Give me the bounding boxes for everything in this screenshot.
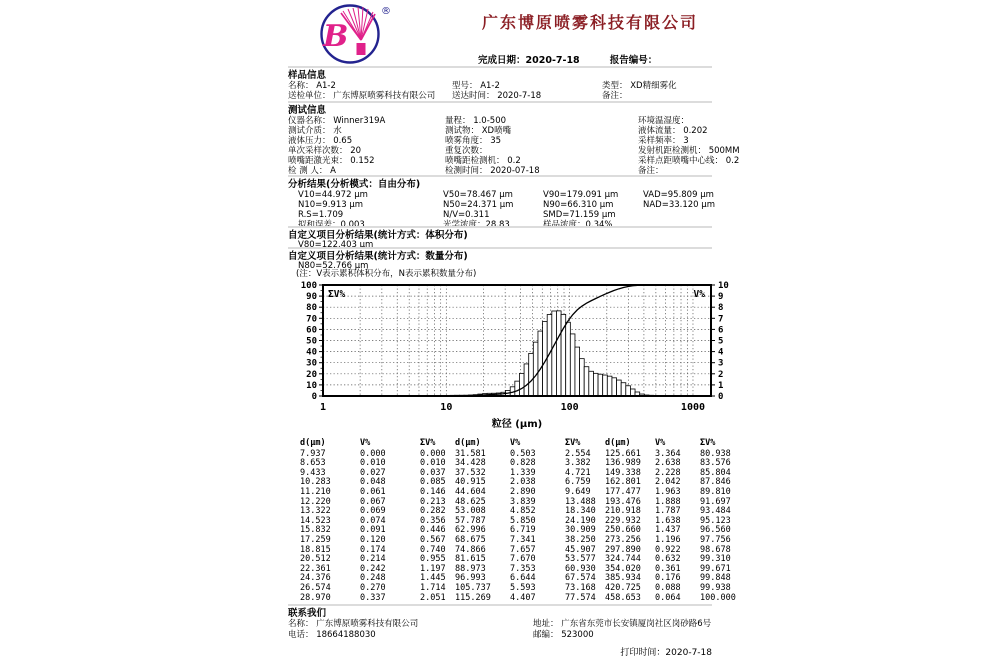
field: 发射机距检测机： 500MM <box>638 146 740 156</box>
table-cell: 136.989 <box>605 458 641 469</box>
table-cell: 53.008 <box>455 506 486 517</box>
section-title-sample: 样品信息 <box>288 70 327 81</box>
table-cell: 3.382 <box>565 458 591 469</box>
table-cell: 458.653 <box>605 592 641 603</box>
table-cell: 67.574 <box>565 573 596 584</box>
report-number <box>610 52 658 66</box>
table-cell: 1.197 <box>420 563 446 574</box>
table-cell: 105.737 <box>455 582 491 593</box>
table-cell: 1.437 <box>655 525 681 536</box>
svg-text:30: 30 <box>306 358 317 369</box>
svg-text:7: 7 <box>718 314 724 325</box>
analysis-value: 样品浓度：0.34% <box>543 220 613 230</box>
table-cell: 99.671 <box>700 563 731 574</box>
table-row <box>288 544 731 556</box>
table-cell: 4.852 <box>510 506 536 517</box>
svg-text:0: 0 <box>718 392 724 402</box>
table-cell: 3.839 <box>510 496 536 507</box>
table-cell: 125.661 <box>605 448 641 459</box>
svg-text:3: 3 <box>718 358 724 369</box>
complete-date <box>478 52 580 66</box>
field: 采样频率： 3 <box>638 136 689 146</box>
table-row <box>288 458 731 469</box>
custom-volume-value: V80=122.403 μm <box>298 240 374 250</box>
svg-text:40: 40 <box>306 347 317 358</box>
table-cell: 17.259 <box>300 534 331 545</box>
svg-text:V%: V% <box>693 289 705 300</box>
table-cell: 57.787 <box>455 515 486 526</box>
table-cell: 0.248 <box>360 573 386 584</box>
table-cell: 97.756 <box>700 534 731 545</box>
field: 类型： XD精细雾化 <box>602 81 677 91</box>
table-cell: 7.670 <box>510 554 536 565</box>
table-cell: 0.120 <box>360 534 386 545</box>
table-row <box>288 515 731 527</box>
table-cell: 22.361 <box>300 563 331 574</box>
analysis-value: R.S=1.709 <box>298 210 344 220</box>
field: 液体压力： 0.65 <box>288 136 353 146</box>
analysis-value: V50=78.467 μm <box>443 190 513 200</box>
svg-text:10: 10 <box>306 380 317 391</box>
table-cell: 0.213 <box>420 496 446 507</box>
field: 液体流量： 0.202 <box>638 126 708 136</box>
field: 电话： 18664188030 <box>288 629 376 640</box>
table-cell: 0.085 <box>420 477 446 488</box>
field: 检 测 人： A <box>288 166 336 176</box>
table-cell: 99.938 <box>700 582 731 593</box>
table-cell: 9.433 <box>300 467 326 478</box>
table-cell: 0.027 <box>360 467 386 478</box>
table-cell: 1.888 <box>655 496 681 507</box>
table-cell: 13.488 <box>565 496 596 507</box>
table-cell: 96.560 <box>700 525 731 536</box>
table-cell: 0.567 <box>420 534 446 545</box>
analysis-value: V90=179.091 μm <box>543 190 619 200</box>
table-cell: 193.476 <box>605 496 641 507</box>
section-title-test: 测试信息 <box>288 105 327 116</box>
table-cell: 0.270 <box>360 582 386 593</box>
table-cell: 34.428 <box>455 458 486 469</box>
table-cell: 68.675 <box>455 534 486 545</box>
table-cell: 99.310 <box>700 554 731 565</box>
table-cell: 0.010 <box>420 458 446 469</box>
table-cell: 11.210 <box>300 486 331 497</box>
svg-text:70: 70 <box>306 314 317 325</box>
chart-container <box>286 280 736 436</box>
table-cell: 354.020 <box>605 563 641 574</box>
svg-text:100: 100 <box>300 281 317 291</box>
report-meta-row <box>478 52 657 66</box>
svg-text:8: 8 <box>718 303 724 314</box>
company-logo <box>310 2 398 70</box>
table-cell: 0.214 <box>360 554 386 565</box>
field: 名称： A1-2 <box>288 81 336 91</box>
analysis-value: N10=9.913 μm <box>298 200 364 210</box>
table-cell: 96.993 <box>455 573 486 584</box>
svg-text:80: 80 <box>306 303 317 314</box>
sample-fields <box>288 81 712 101</box>
particle-size-distribution-chart <box>286 280 736 432</box>
svg-text:100: 100 <box>560 402 579 413</box>
table-cell: 0.242 <box>360 563 386 574</box>
table-cell: 1.963 <box>655 486 681 497</box>
table-row <box>288 448 731 460</box>
field: 名称： 广东博原喷雾科技有限公司 <box>288 619 419 629</box>
table-cell: 1.196 <box>655 534 681 545</box>
table-cell: 0.632 <box>655 554 681 565</box>
table-cell: 85.804 <box>700 467 731 478</box>
table-cell: 7.937 <box>300 448 326 459</box>
table-cell: 1.787 <box>655 506 681 517</box>
table-cell: 80.938 <box>700 448 731 459</box>
test-fields <box>288 116 740 176</box>
spray-logo-icon <box>310 2 398 66</box>
analysis-value: NAD=33.120 μm <box>643 200 715 210</box>
complete-date-value: 2020-7-18 <box>525 55 580 66</box>
table-cell: 99.848 <box>700 573 731 584</box>
table-header-cell: ΣV% <box>700 438 716 448</box>
table-cell: 14.523 <box>300 515 331 526</box>
table-cell: 0.064 <box>655 592 681 603</box>
table-row <box>288 573 731 584</box>
field: 备注： <box>638 166 664 176</box>
table-cell: 0.000 <box>360 448 386 459</box>
table-cell: 6.644 <box>510 573 536 584</box>
field: 仪器名称： Winner319A <box>288 116 386 126</box>
report-number-label: 报告编号： <box>609 55 658 66</box>
table-cell: 115.269 <box>455 592 491 603</box>
table-cell: 37.532 <box>455 467 486 478</box>
table-cell: 149.338 <box>605 467 641 478</box>
table-cell: 93.484 <box>700 506 731 517</box>
table-cell: 1.339 <box>510 467 536 478</box>
table-cell: 0.074 <box>360 515 386 526</box>
company-name: 广东博原喷雾科技有限公司 <box>482 13 699 32</box>
analysis-value: VAD=95.809 μm <box>643 190 714 200</box>
table-cell: 73.168 <box>565 582 596 593</box>
table-cell: 229.932 <box>605 515 641 526</box>
table-row <box>288 563 731 575</box>
analysis-values <box>288 190 715 230</box>
table-cell: 420.725 <box>605 582 641 593</box>
table-cell: 0.282 <box>420 506 446 517</box>
table-row <box>288 506 731 517</box>
svg-text:5: 5 <box>718 336 724 347</box>
table-cell: 0.067 <box>360 496 386 507</box>
section-title-custom-number: 自定义项目分析结果(统计方式：数量分布) <box>288 251 468 262</box>
svg-text:1: 1 <box>319 402 327 413</box>
table-cell: 0.922 <box>655 544 681 555</box>
table-cell: 40.915 <box>455 477 486 488</box>
table-row <box>288 496 731 508</box>
field: 环境温湿度： <box>638 116 690 126</box>
table-cell: 1.445 <box>420 573 446 584</box>
registered-mark-icon: ® <box>381 6 391 17</box>
field: 测试物： XD喷嘴 <box>445 126 512 136</box>
table-cell: 24.376 <box>300 573 331 584</box>
table-cell: 0.361 <box>655 563 681 574</box>
svg-text:6: 6 <box>718 325 724 336</box>
table-cell: 0.061 <box>360 486 386 497</box>
table-cell: 0.955 <box>420 554 446 565</box>
table-cell: 87.846 <box>700 477 731 488</box>
table-cell: 12.220 <box>300 496 331 507</box>
custom-number-value: N80=52.766 μm <box>298 261 369 271</box>
table-cell: 5.850 <box>510 515 536 526</box>
table-cell: 53.577 <box>565 554 596 565</box>
svg-text:10: 10 <box>440 402 453 413</box>
section-title-contact: 联系我们 <box>288 608 327 619</box>
table-cell: 10.283 <box>300 477 331 488</box>
field: 送检单位： 广东博原喷雾科技有限公司 <box>288 91 436 101</box>
svg-text:50: 50 <box>306 336 317 347</box>
analysis-value: N90=66.310 μm <box>543 200 614 210</box>
table-cell: 30.909 <box>565 525 596 536</box>
field: 量程： 1.0-500 <box>445 116 507 126</box>
svg-text:10: 10 <box>718 281 729 291</box>
table-cell: 7.341 <box>510 534 536 545</box>
table-cell: 0.010 <box>360 458 386 469</box>
svg-text:4: 4 <box>718 347 724 358</box>
field: 重复次数： <box>445 146 488 156</box>
table-cell: 74.866 <box>455 544 486 555</box>
field: 地址： 广东省东莞市长安镇厦岗社区岗砂路6号 <box>533 619 712 629</box>
field: 采样点距喷嘴中心线： 0.2 <box>638 156 740 166</box>
table-row <box>288 525 731 536</box>
table-cell: 7.353 <box>510 563 536 574</box>
table-cell: 0.088 <box>655 582 681 593</box>
field: 喷嘴距检测机： 0.2 <box>445 156 521 166</box>
section-test-info <box>288 101 740 176</box>
table-cell: 0.069 <box>360 506 386 517</box>
table-cell: 5.593 <box>510 582 536 593</box>
field: 型号： A1-2 <box>452 81 500 91</box>
section-analysis <box>288 175 715 230</box>
table-cell: 89.810 <box>700 486 731 497</box>
table-cell: 1.714 <box>420 582 446 593</box>
table-row <box>288 467 731 479</box>
section-sample-info <box>288 66 712 101</box>
table-cell: 4.721 <box>565 467 591 478</box>
table-cell: 2.890 <box>510 486 536 497</box>
analysis-value: 光学浓度：28.83 <box>443 220 510 230</box>
table-cell: 6.719 <box>510 525 536 536</box>
complete-date-label: 完成日期： <box>478 55 526 66</box>
table-cell: 18.340 <box>565 506 596 517</box>
table-cell: 0.356 <box>420 515 446 526</box>
table-row <box>288 477 731 488</box>
table-cell: 100.000 <box>700 592 736 603</box>
field: 喷雾角度： 35 <box>445 136 502 146</box>
table-cell: 45.907 <box>565 544 596 555</box>
table-cell: 95.123 <box>700 515 731 526</box>
table-cell: 0.337 <box>360 592 386 603</box>
contact-fields <box>288 619 712 640</box>
distribution-table <box>288 438 736 603</box>
analysis-value: 拟和误差：0.003 <box>298 220 365 230</box>
table-cell: 2.554 <box>565 448 591 459</box>
table-cell: 26.574 <box>300 582 331 593</box>
table-cell: 91.697 <box>700 496 731 507</box>
table-header-cell: d(μm) <box>300 438 326 448</box>
table-header-cell: d(μm) <box>455 438 481 448</box>
field: 喷嘴距激光束： 0.152 <box>288 156 375 166</box>
table-cell: 0.048 <box>360 477 386 488</box>
field: 备注： <box>602 91 628 101</box>
table-cell: 0.146 <box>420 486 446 497</box>
svg-text:90: 90 <box>306 292 317 303</box>
table-cell: 2.042 <box>655 477 681 488</box>
print-time-value: 2020-7-18 <box>665 648 712 658</box>
table-cell: 77.574 <box>565 592 596 603</box>
table-cell: 1.638 <box>655 515 681 526</box>
table-cell: 0.174 <box>360 544 386 555</box>
table-cell: 8.653 <box>300 458 326 469</box>
table-cell: 210.918 <box>605 506 641 517</box>
table-cell: 273.256 <box>605 534 641 545</box>
table-cell: 13.322 <box>300 506 331 517</box>
analysis-value <box>643 210 715 220</box>
distribution-note: (注：V表示累积体积分布，N表示累积数量分布) <box>296 269 477 279</box>
table-cell: 62.996 <box>455 525 486 536</box>
svg-text:60: 60 <box>306 325 317 336</box>
analysis-value: SMD=71.159 μm <box>543 210 616 220</box>
svg-text:20: 20 <box>306 369 317 380</box>
table-cell: 0.000 <box>420 448 446 459</box>
section-contact <box>288 604 712 640</box>
table-cell: 4.407 <box>510 592 536 603</box>
analysis-value: N/V=0.311 <box>443 210 490 220</box>
table-cell: 2.051 <box>420 592 446 603</box>
table-header-cell: V% <box>655 438 666 448</box>
svg-text:2: 2 <box>718 369 724 380</box>
svg-text:ΣV%: ΣV% <box>328 289 346 300</box>
section-title-custom-volume: 自定义项目分析结果(统计方式：体积分布) <box>288 230 468 241</box>
table-cell: 0.091 <box>360 525 386 536</box>
table-cell: 98.678 <box>700 544 731 555</box>
table-cell: 81.615 <box>455 554 486 565</box>
field: 检测时间： 2020-07-18 <box>445 166 540 176</box>
table-cell: 162.801 <box>605 477 641 488</box>
table-cell: 38.250 <box>565 534 596 545</box>
table-row <box>288 592 736 604</box>
table-cell: 2.038 <box>510 477 536 488</box>
table-row <box>288 582 731 594</box>
table-cell: 0.037 <box>420 467 446 478</box>
table-header-row <box>288 439 718 449</box>
table-cell: 324.744 <box>605 554 641 565</box>
section-title-analysis: 分析结果(分析模式：自由分布) <box>288 179 421 190</box>
svg-text:B: B <box>323 19 349 54</box>
table-cell: 28.970 <box>300 592 331 603</box>
table-row <box>288 486 731 498</box>
table-row <box>288 534 731 546</box>
table-cell: 24.190 <box>565 515 596 526</box>
table-cell: 31.581 <box>455 448 486 459</box>
svg-text:1000: 1000 <box>680 402 706 413</box>
table-header-cell: V% <box>510 438 521 448</box>
table-cell: 88.973 <box>455 563 486 574</box>
table-cell: 6.759 <box>565 477 591 488</box>
table-cell: 0.503 <box>510 448 536 459</box>
print-time-row <box>288 645 712 658</box>
field: 单次采样次数： 20 <box>288 146 362 156</box>
table-cell: 48.625 <box>455 496 486 507</box>
svg-text:1: 1 <box>718 380 724 391</box>
table-cell: 2.228 <box>655 467 681 478</box>
table-cell: 385.934 <box>605 573 641 584</box>
table-header-cell: V% <box>360 438 371 448</box>
table-cell: 7.657 <box>510 544 536 555</box>
table-cell: 0.176 <box>655 573 681 584</box>
svg-text:粒径 (μm): 粒径 (μm) <box>491 419 543 430</box>
table-cell: 250.660 <box>605 525 641 536</box>
table-cell: 9.649 <box>565 486 591 497</box>
field: 送达时间： 2020-7-18 <box>452 91 542 101</box>
field: 测试介质： 水 <box>288 126 342 136</box>
table-cell: 18.815 <box>300 544 331 555</box>
table-header-cell: d(μm) <box>605 438 631 448</box>
field: 邮编： 523000 <box>533 629 594 640</box>
table-cell: 0.446 <box>420 525 446 536</box>
table-cell: 60.930 <box>565 563 596 574</box>
table-cell: 15.832 <box>300 525 331 536</box>
table-cell: 44.604 <box>455 486 486 497</box>
svg-text:0: 0 <box>311 392 317 402</box>
svg-text:9: 9 <box>718 292 724 303</box>
table-header-cell: ΣV% <box>420 438 436 448</box>
print-time-label: 打印时间： <box>620 648 666 658</box>
analysis-value: V10=44.972 μm <box>298 190 368 200</box>
table-cell: 177.477 <box>605 486 641 497</box>
table-cell: 2.638 <box>655 458 681 469</box>
table-row <box>288 554 731 565</box>
table-header-cell: ΣV% <box>565 438 581 448</box>
table-cell: 0.828 <box>510 458 536 469</box>
analysis-value: N50=24.371 μm <box>443 200 514 210</box>
table-cell: 20.512 <box>300 554 331 565</box>
table-cell: 297.890 <box>605 544 641 555</box>
table-cell: 3.364 <box>655 448 681 459</box>
table-cell: 0.740 <box>420 544 446 555</box>
table-cell: 83.576 <box>700 458 731 469</box>
